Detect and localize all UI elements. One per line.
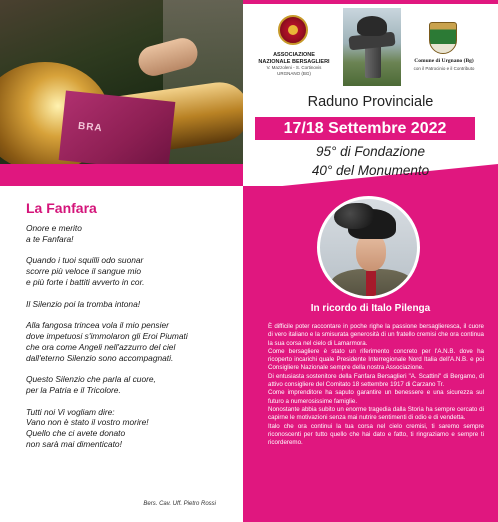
poem-signature: Bers. Cav. Uff. Pietro Rossi [143,501,216,507]
poem-stanza [26,223,236,245]
memorial-text [268,323,484,447]
event-anniversary-monument: 40° del Monumento [311,163,430,178]
poem-line: a te Fanfara! [26,233,74,244]
fanfara-photo [0,0,243,164]
memorial-paragraph: Come bersagliere è stato un riferimento concreto per l'A.N.B. dove ha ricoperto incarichi quale Presidente Interregionale Nord Italia dell'A.N.B. e poi Consigliere Nazionale sempre della nostra Associazione. [268,347,484,372]
memorial-paragraph: Come imprenditore ha saputo garantire un benessere e una sicurezza sul futuro a numerosissime famiglie. [268,389,484,405]
portrait-plume [334,203,374,229]
monument-plume [357,16,387,36]
comune-title: Comune di Urgnano (Bg) [414,58,474,64]
memorial-paragraph: Di entusiasta sostenitore della Fanfara Bersaglieri "A. Scattini" di Bergamo, di attivo consigliere del Comitato 18 settembre 1917 di Carzano Tr. [268,372,484,389]
poem-line: Onore e merito [26,223,82,233]
poem-line: Il Silenzio poi la tromba intona! [26,298,141,309]
poem-stanza [26,374,236,396]
poem-line: non sarà mai dimenticato! [26,438,122,449]
poem-line: per la Patria e il Tricolore. [26,384,121,395]
event-heading: Raduno Provinciale [307,94,434,110]
memorial-paragraph: Nonostante abbia subito un enorme tragedia dalla Storia ha sempre cercato di capirne le motivazioni senza mai nutrire sentimenti di odio e di vendetta. [268,405,484,422]
association-subtitle: V. Mazzoleni - S. Cortinovis URGNANO (BG) [266,65,322,76]
poem-line: e più forte i battiti avverto in cor. [26,276,145,287]
memorial-paragraph: Italo che ora continui la tua corsa nel cielo cremisi, ti saremo sempre riconoscenti per tutto quello che hai dato e fatto, ti ringraziamo e sempre ti ricorderemo. [268,422,484,447]
poem-body [26,223,236,461]
poem-stanza [26,320,236,363]
association-title: ASSOCIAZIONE NAZIONALE BERSAGLIERI [258,52,330,65]
poem-stanza [26,255,236,287]
trumpet-banner [59,90,176,164]
poem-line: Quello che ci avete donato [26,428,126,439]
poem-line: Quando i tuoi squilli odo suonar [26,255,144,266]
poem-line: Questo Silenzio che parla al cuore, [26,374,156,385]
banner-text: BRA [77,120,104,135]
poem-line: dove impetuosi s'immolaron gli Eroi Piumati [26,330,188,341]
poem-line: che ora come Angeli nell'azzurro del ciel [26,341,176,352]
memorial-title: In ricordo di Italo Pilenga [310,303,431,314]
event-dates: 17/18 Settembre 2022 [255,117,475,140]
poem-line: Vano non è stato il vostro morire! [26,417,149,428]
memorial-paragraph: È difficile poter raccontare in poche righe la passione bersaglieresca, il cuore di vero italiano e la smisurata generosità di un fratello cremisi che ora continua la sua corsa nel cielo di Lamarmora. [268,323,484,347]
poem-title: La Fanfara [26,200,97,216]
poem-stanza [26,407,236,450]
poem-stanza [26,299,236,310]
event-anniversary-foundation: 95° di Fondazione [316,144,425,159]
poem-line: dall'eterno Silenzio sono accompagnati. [26,352,174,363]
comune-subtitle: con il Patrocinio e il Contributo [413,66,475,71]
comune-crest-icon [429,22,457,54]
anb-emblem-icon [278,15,308,45]
poem-line: Tutti noi Vi vogliam dire: [26,406,115,417]
poem-line: Alla fangosa trincea vola il mio pensier [26,320,169,331]
monument-photo [343,8,401,86]
left-accent-band [0,164,243,186]
portrait-tie [366,271,376,297]
top-accent-band [243,0,498,4]
poem-line: scorre più veloce il sangue mio [26,266,141,277]
portrait-photo [317,196,420,299]
